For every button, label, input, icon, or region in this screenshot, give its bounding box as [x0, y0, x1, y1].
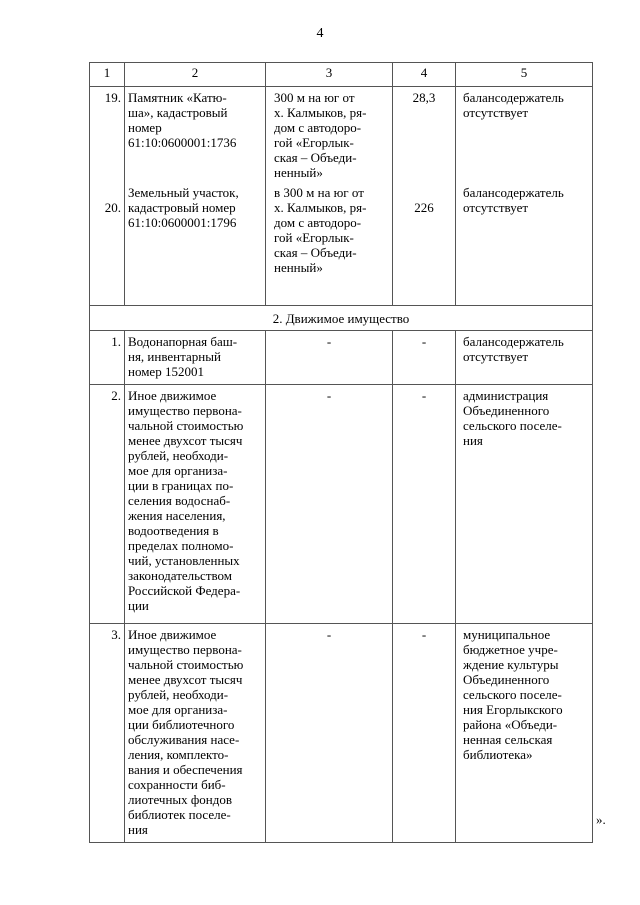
text-line: пределах полномо- — [128, 538, 234, 553]
text-line: ненный» — [274, 165, 323, 180]
holder-cell — [456, 385, 593, 624]
text-line: лиотечных фондов — [128, 792, 233, 807]
text-line: Объединенного — [463, 672, 550, 687]
column-header: 5 — [456, 63, 593, 87]
text-line: чальной стоимостью — [128, 418, 244, 433]
text-line: 300 м на юг от — [274, 90, 355, 105]
text-line: дом с автодоро- — [274, 215, 362, 230]
text-line: номер — [128, 120, 162, 135]
item-location — [274, 90, 389, 180]
text-line: чий, установленных — [128, 553, 240, 568]
text-line: библиотека» — [463, 747, 533, 762]
table-row — [90, 331, 593, 385]
text-line: бюджетное учре- — [463, 642, 558, 657]
row-number: 20. — [104, 200, 121, 215]
text-line: в 300 м на юг от — [274, 185, 364, 200]
text-line: ния Егорлыкского — [463, 702, 563, 717]
text-line: администрация — [463, 388, 549, 403]
text-line: х. Калмыков, ря- — [274, 105, 367, 120]
text-line: отсутствует — [463, 105, 529, 120]
row-number: 2. — [90, 385, 125, 624]
value-cell: - — [393, 624, 456, 843]
location-cell: - — [266, 624, 393, 843]
text-line: Иное движимое — [128, 388, 217, 403]
text-line: менее двухсот тысяч — [128, 672, 243, 687]
row-number-cell — [90, 87, 125, 306]
text-line: сельского поселе- — [463, 687, 562, 702]
value-cell — [393, 87, 456, 306]
text-line: балансодержатель — [463, 334, 564, 349]
column-header: 2 — [125, 63, 266, 87]
row-number: 3. — [90, 624, 125, 843]
item-location — [274, 185, 389, 275]
text-line: ская – Объеди- — [274, 150, 357, 165]
text-line: муниципальное — [463, 627, 551, 642]
text-line: имущество первона- — [128, 642, 242, 657]
name-cell — [125, 331, 266, 385]
text-line: Объединенного — [463, 403, 550, 418]
column-header: 3 — [266, 63, 393, 87]
name-cell — [125, 87, 266, 306]
text-line: гой «Егорлык- — [274, 135, 354, 150]
property-register-table — [89, 62, 593, 843]
text-line: Иное движимое — [128, 627, 217, 642]
text-line: водоотведения в — [128, 523, 219, 538]
text-line: х. Калмыков, ря- — [274, 200, 367, 215]
text-line: Водонапорная баш- — [128, 334, 238, 349]
text-line: Российской Федера- — [128, 583, 241, 598]
value-cell: - — [393, 331, 456, 385]
location-cell: - — [266, 385, 393, 624]
holder-cell — [456, 87, 593, 306]
text-line: района «Объеди- — [463, 717, 558, 732]
row-number: 19. — [104, 90, 121, 105]
name-cell — [125, 624, 266, 843]
text-line: номер 152001 — [128, 364, 204, 379]
text-line: ления, комплекто- — [128, 747, 229, 762]
text-line: сохранности биб- — [128, 777, 226, 792]
item-value: 226 — [414, 200, 434, 215]
location-cell: - — [266, 331, 393, 385]
text-line: ния — [463, 433, 483, 448]
text-line: дом с автодоро- — [274, 120, 362, 135]
text-line: гой «Егорлык- — [274, 230, 354, 245]
column-header: 1 — [90, 63, 125, 87]
text-line: кадастровый номер — [128, 200, 236, 215]
text-line: ции в границах по- — [128, 478, 234, 493]
page-number: 4 — [316, 26, 324, 41]
text-line: ции — [128, 598, 149, 613]
closing-quote-mark: ». — [596, 812, 606, 827]
text-line: ции библиотечного — [128, 717, 235, 732]
table-header-row — [90, 63, 593, 87]
text-line: библиотек поселе- — [128, 807, 231, 822]
text-line: 61:10:0600001:1796 — [128, 215, 237, 230]
text-line: мое для организа- — [128, 463, 228, 478]
item-value: 28,3 — [412, 90, 436, 105]
text-line: чальной стоимостью — [128, 657, 244, 672]
text-line: ская – Объеди- — [274, 245, 357, 260]
text-line: ня, инвентарный — [128, 349, 221, 364]
holder-cell — [456, 331, 593, 385]
section-title: 2. Движимое имущество — [90, 306, 593, 331]
text-line: отсутствует — [463, 349, 529, 364]
text-line: ша», кадастровый — [128, 105, 228, 120]
text-line: рублей, необходи- — [128, 448, 229, 463]
section-row — [90, 306, 593, 331]
text-line: менее двухсот тысяч — [128, 433, 243, 448]
text-line: ния — [128, 822, 148, 837]
item-name — [128, 90, 262, 150]
column-header: 4 — [393, 63, 456, 87]
item-name — [128, 185, 262, 230]
text-line: имущество первона- — [128, 403, 242, 418]
text-line: Памятник «Катю- — [128, 90, 227, 105]
text-line: ненная сельская — [463, 732, 553, 747]
row-number: 1. — [90, 331, 125, 385]
table-row — [90, 624, 593, 843]
text-line: отсутствует — [463, 200, 529, 215]
table-row — [90, 87, 593, 306]
text-line: жения населения, — [128, 508, 226, 523]
text-line: обслуживания насе- — [128, 732, 240, 747]
text-line: балансодержатель — [463, 90, 564, 105]
text-line: рублей, необходи- — [128, 687, 229, 702]
text-line: вания и обеспечения — [128, 762, 243, 777]
text-line: ждение культуры — [463, 657, 559, 672]
name-cell — [125, 385, 266, 624]
text-line: ненный» — [274, 260, 323, 275]
text-line: Земельный участок, — [128, 185, 239, 200]
value-cell: - — [393, 385, 456, 624]
text-line: селения водоснаб- — [128, 493, 231, 508]
text-line: сельского поселе- — [463, 418, 562, 433]
holder-cell — [456, 624, 593, 843]
text-line: мое для организа- — [128, 702, 228, 717]
text-line: 61:10:0600001:1736 — [128, 135, 237, 150]
text-line: законодательством — [128, 568, 233, 583]
location-cell — [266, 87, 393, 306]
text-line: балансодержатель — [463, 185, 564, 200]
table-row — [90, 385, 593, 624]
